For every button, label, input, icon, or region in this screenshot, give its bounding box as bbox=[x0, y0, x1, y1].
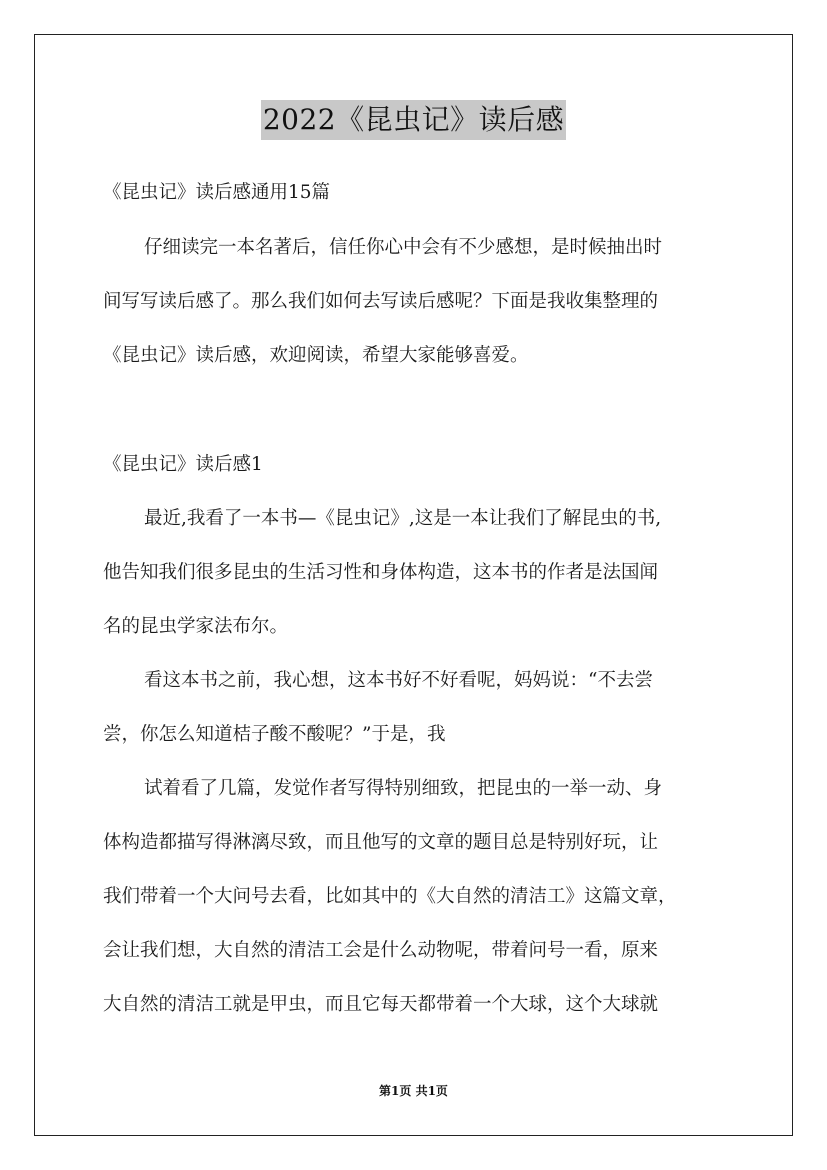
body-line-3: 名的昆虫学家法布尔。 bbox=[103, 616, 289, 637]
body-line-1: 最近,我看了一本书—《昆虫记》,这是一本让我们了解昆虫的书, bbox=[144, 508, 662, 529]
subtitle: 《昆虫记》读后感通用15篇 bbox=[103, 182, 331, 203]
section-heading: 《昆虫记》读后感1 bbox=[103, 454, 263, 475]
body-line-4: 看这本书之前，我心想，这本书好不好看呢，妈妈说：“不去尝 bbox=[144, 670, 653, 691]
body-line-9: 会让我们想，大自然的清洁工会是什么动物呢，带着问号一看，原来 bbox=[103, 940, 659, 961]
body-line-7: 体构造都描写得淋漓尽致，而且他写的文章的题目总是特别好玩，让 bbox=[103, 832, 659, 853]
intro-line-3: 《昆虫记》读后感，欢迎阅读，希望大家能够喜爱。 bbox=[103, 345, 529, 366]
document-title: 2022《昆虫记》读后感 bbox=[261, 100, 566, 140]
body-line-2: 他告知我们很多昆虫的生活习性和身体构造，这本书的作者是法国闻 bbox=[103, 562, 659, 583]
page-footer bbox=[0, 1083, 827, 1099]
body-line-8: 我们带着一个大问号去看，比如其中的《大自然的清洁工》这篇文章， bbox=[103, 886, 677, 907]
intro-line-2: 间写写读后感了。那么我们如何去写读后感呢？下面是我收集整理的 bbox=[103, 291, 659, 312]
intro-line-1: 仔细读完一本名著后，信任你心中会有不少感想，是时候抽出时 bbox=[144, 237, 663, 258]
body-line-10: 大自然的清洁工就是甲虫，而且它每天都带着一个大球，这个大球就 bbox=[103, 994, 659, 1015]
title-container bbox=[0, 100, 827, 140]
body-line-5: 尝，你怎么知道桔子酸不酸呢？”于是，我 bbox=[103, 724, 446, 745]
page-number-label: 第1页 共1页 bbox=[379, 1084, 448, 1098]
body-line-6: 试着看了几篇，发觉作者写得特别细致，把昆虫的一举一动、身 bbox=[144, 778, 663, 799]
